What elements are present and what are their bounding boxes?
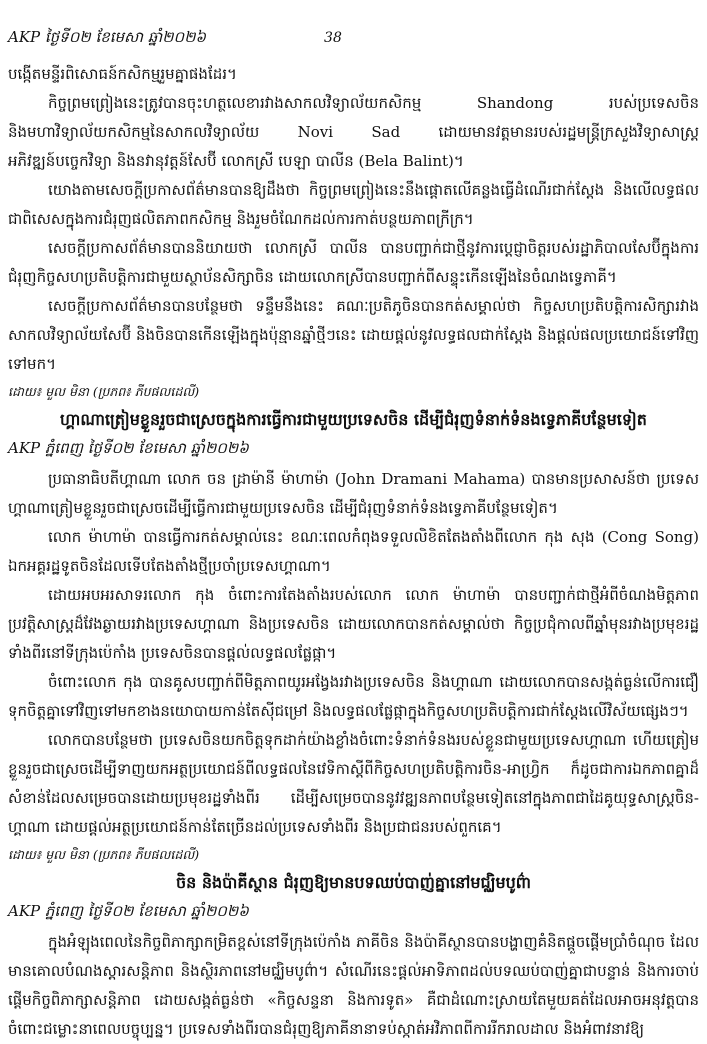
paragraph: សេចក្ដីប្រកាសព័ត៌មានបាននិយាយថា លោកស្រី បាលីន បានបញ្ជាក់ជាថ្មីនូវការប្ដេជ្ញាចិត្តរបស់រដ្ឋាភិបាលសែប៊ីក្នុងការជំរុញកិច្ចសហប្រតិបត្តិការជាមួយស្ថាប័នសិក្សាចិន ដោយលោកស្រីបានបញ្ជាក់ពីសន្ទុះកើនឡើងនៃចំណងទ្វេភាគី។ [8,239,699,286]
paragraph: ប្រធានាធិបតីហ្គាណា លោក ចន ដ្រាម៉ានី ម៉ាហាម៉ា (John Dramani Mahama) បានមានប្រសាសន៍ថា ប្រទេសហ្គាណាត្រៀមខ្លួនរួចជាស្រេចដើម្បីធ្វើការជាមួយប្រទេសចិន ដើម្បីជំរុញទំនាក់ទំនងទ្វេភាគីបន្ថែមទៀត។ [8,470,699,517]
paragraph: ក្នុងអំឡុងពេលនៃកិច្ចពិភាក្សាកម្រិតខ្ពស់នៅទីក្រុងប៉េកាំង ភាគីចិន និងប៉ាគីស្ថានបានបង្ហាញគំនិតផ្ដួចផ្ដើមប្រាំចំណុច ដែលមានគោលបំណងស្ដារសន្តិភាព និងស្ថិរភាពនៅមជ្ឈិមបូព៌ា។ សំណើរនេះផ្ដល់អាទិភាពដល់បទឈប់បាញ់គ្នាជាបន្ទាន់ និងការចាប់ផ្ដើមកិច្ចពិភាក្សាសន្តិភាព ដោយសង្កត់ធ្ងន់ថា «កិច្ចសន្ទនា និងការទូត» គឺជាដំណោះស្រាយតែមួយគត់ដែលអាចអនុវត្តបានចំពោះជម្លោះនាពេលបច្ចុប្បន្ន។ ប្រទេសទាំងពីរបានជំរុញឱ្យភាគីនានាទប់ស្កាត់អវិភាពពីការរីករាលដាល និងអំពាវនាវឱ្យ [8,933,699,1038]
page-header [8,28,699,50]
paragraph: លោកបានបន្ថែមថា ប្រទេសចិនយកចិត្តទុកដាក់យ៉ាងខ្លាំងចំពោះទំនាក់ទំនងរបស់ខ្លួនជាមួយប្រទេសហ្គាណា ហើយត្រៀមខ្លួនរួចជាស្រេចដើម្បីទាញយកអត្ថប្រយោជន៍ពីលទ្ធផលនៃវេទិកាស្ដីពីកិច្ចសហប្រតិបត្តិការចិន-អាហ្វ្រិក ក៏ដូចជាការឯកភាពគ្នាដ៏សំខាន់ដែលសម្រេចបានដោយប្រមុខរដ្ឋទាំងពីរ ដើម្បីសម្រេចបាននូវវឌ្ឍនភាពបន្ថែមទៀតនៅក្នុងភាពជាដៃគូយុទ្ធសាស្ត្រចិន-ហ្គាណា ដោយផ្ដល់អត្ថប្រយោជន៍កាន់តែច្រើនដល់ប្រទេសទាំងពីរ និងប្រជាជនរបស់ពួកគេ។ [8,731,699,836]
article-dateline: AKP ភ្នំពេញ ថ្ងៃទី០២ ខែមេសា ឆ្នាំ២០២៦ [8,902,249,920]
article-dateline: AKP ភ្នំពេញ ថ្ងៃទី០២ ខែមេសា ឆ្នាំ២០២៦ [8,439,249,457]
page-number: 38 [324,30,342,46]
paragraph: បង្កើតមន្ទីរពិសោធន៍កសិកម្មរួមគ្នាផងដែរ។ [8,65,237,83]
article-ghana-china [8,407,699,866]
paragraph: ដោយអបអរសាទរលោក កុង ចំពោះការតែងតាំងរបស់លោក លោក ម៉ាហាម៉ា បានបញ្ជាក់ជាថ្មីអំពីចំណងមិត្តភាពប្រវត្តិសាស្ត្រដ៏វែងឆ្ងាយរវាងប្រទេសហ្គាណា និងប្រទេសចិន ដោយលោកបានកត់សម្គាល់ថា កិច្ចប្រជុំកាលពីឆ្នាំមុនរវាងប្រមុខរដ្ឋទាំងពីរនៅទីក្រុងប៉េកាំង ប្រទេសចិនបានផ្ដល់លទ្ធផលផ្លែផ្កា។ [8,586,699,662]
paragraph: កិច្ចព្រមព្រៀងនេះត្រូវបានចុះហត្ថលេខារវាងសាកលវិទ្យាល័យកសិកម្ម Shandong របស់ប្រទេសចិន និងមហាវិទ្យាល័យកសិកម្មនៃសាកលវិទ្យាល័យ Novi Sad ដោយមានវត្តមានរបស់រដ្ឋមន្ត្រីក្រសួងវិទ្យាសាស្ត្រ អភិវឌ្ឍន៍បច្ចេកវិទ្យា និងនវានុវត្តន៍សែប៊ី លោកស្រី បេឡា បាលីន (Bela Balint)។ [8,94,699,170]
paragraph: លោក ម៉ាហាម៉ា បានធ្វើការកត់សម្គាល់នេះ ខណៈពេលកំពុងទទួលលិខិតតែងតាំងពីលោក កុង សុង (Cong Song) ឯកអគ្គរដ្ឋទូតចិនដែលទើបតែងតាំងថ្មីប្រចាំប្រទេសហ្គាណា។ [8,528,699,575]
article-serbia-china-continuation [8,60,699,403]
byline: ដោយ៖ មួល មិនា (ប្រភព៖ ភីបផលដេលី) [8,384,200,399]
paragraph: សេចក្ដីប្រកាសព័ត៌មានបានបន្ថែមថា ទន្ទឹមនឹងនេះ គណៈប្រតិភូចិនបានកត់សម្គាល់ថា កិច្ចសហប្រតិបត្តិការសិក្សារវាងសាកលវិទ្យាល័យសែប៊ី និងចិនបានកើនឡើងក្នុងប៉ុន្មានឆ្នាំថ្មីៗនេះ ដោយផ្ដល់នូវលទ្ធផលជាក់ស្ដែង និងផ្ដល់ផលប្រយោជន៍ទៅវិញទៅមក។ [8,297,699,373]
header-dateline: AKP ថ្ងៃទី០២ ខែមេសា ឆ្នាំ២០២៦ [8,28,207,46]
article-china-pakistan [8,870,699,1044]
page-body [8,60,699,1044]
paragraph: ចំពោះលោក កុង បានគូសបញ្ជាក់ពីមិត្តភាពយូរអង្វែងរវាងប្រទេសចិន និងហ្គាណា ដោយលោកបានសង្កត់ធ្ងន់លើការជឿទុកចិត្តគ្នាទៅវិញទៅមកខាងនយោបាយកាន់តែស៊ីជម្រៅ និងលទ្ធផលផ្លែផ្កាក្នុងកិច្ចសហប្រតិបត្តិការជាក់ស្ដែងលើវិស័យផ្សេងៗ។ [8,673,699,720]
byline: ដោយ៖ មួល មិនា (ប្រភព៖ ភីបផលដេលី) [8,847,200,862]
article-title: ហ្គាណាត្រៀមខ្លួនរួចជាស្រេចក្នុងការធ្វើការជាមួយប្រទេសចិន ដើម្បីជំរុញទំនាក់ទំនងទ្វេភាគីបន្ថែមទៀត [60,410,647,429]
article-title: ចិន និងប៉ាគីស្ថាន ជំរុញឱ្យមានបទឈប់បាញ់គ្នានៅមជ្ឈិមបូព៌ា [175,873,532,892]
paragraph: យោងតាមសេចក្ដីប្រកាសព័ត៌មានបានឱ្យដឹងថា កិច្ចព្រមព្រៀងនេះនឹងផ្ដោតលើគន្លងធ្វើដំណើរជាក់ស្ដែង និងលើលទ្ធផល ជាពិសេសក្នុងការជំរុញផលិតភាពកសិកម្ម និងរួមចំណែកដល់ការកាត់បន្ថយភាពក្រីក្រ។ [8,181,699,228]
